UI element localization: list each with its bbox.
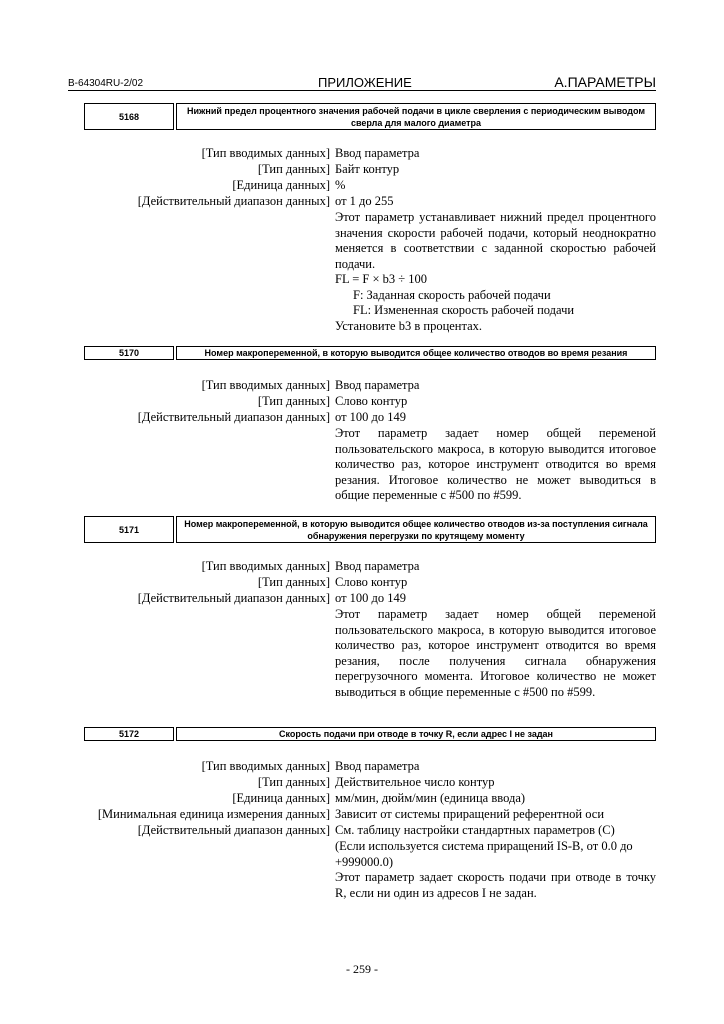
row-value: Слово контур [335,575,408,589]
param-description [335,839,656,901]
param-number: 5172 [84,727,174,741]
param-description [335,210,656,334]
note-text: Установите b3 в процентах. [335,318,483,333]
row-value: См. таблицу настройки стандартных параметров (C) [335,823,615,837]
row-label: [Тип вводимых данных] [201,378,330,392]
row-value: Ввод параметра [335,378,420,392]
row-value: мм/мин, дюйм/мин (единица ввода) [335,791,526,805]
chapter-title: А.ПАРАМЕТРЫ [554,74,656,90]
param-title: Номер макропеременной, в которую выводится общее количество отводов во время резания [176,346,656,360]
doc-code: B-64304RU-2/02 [68,78,144,89]
row-label: [Тип данных] [257,575,330,589]
param-number: 5168 [84,103,174,130]
row-value: от 100 до 149 [335,591,407,605]
param-description [335,426,656,504]
row-label: [Тип данных] [257,394,330,408]
param-title: Скорость подачи при отводе в точку R, если адрес I не задан [176,727,656,741]
row-label: [Тип вводимых данных] [201,146,330,160]
row-label: [Тип данных] [257,162,330,176]
description-text: Этот параметр задает номер общей переменой пользовательского макроса, в которую выводится итоговое количество раз, которое инструмент отводится во время резания. Итоговое количество не может выводиться в общие переменные с #500 по #599. [335,426,656,502]
row-value: от 100 до 149 [335,410,407,424]
row-label: [Действительный диапазон данных] [137,410,330,424]
param-number: 5171 [84,516,174,543]
page-number: - 259 - [346,962,378,976]
row-label: [Действительный диапазон данных] [137,823,330,837]
row-value: Байт контур [335,162,400,176]
row-label: [Тип вводимых данных] [201,759,330,773]
row-value: Слово контур [335,394,408,408]
row-label: [Единица данных] [232,791,330,805]
row-label: [Действительный диапазон данных] [137,194,330,208]
row-label: [Действительный диапазон данных] [137,591,330,605]
row-value: Действительное число контур [335,775,495,789]
row-label: [Минимальная единица измерения данных] [97,807,330,821]
description-text: Этот параметр устанавливает нижний предел процентного значения скорости рабочей подачи, который неоднократно меняется в соответствии с заданной скоростью рабочей подачи. [335,210,656,271]
page-header [68,74,656,91]
row-label: [Единица данных] [232,178,330,192]
row-label: [Тип данных] [257,775,330,789]
row-value: от 1 до 255 [335,194,394,208]
row-value: % [335,178,346,192]
row-value: Зависит от системы приращений референтной оси [335,807,605,821]
section-title: ПРИЛОЖЕНИЕ [318,75,412,90]
param-title: Номер макропеременной, в которую выводится общее количество отводов из-за поступления сигнала обнаружения перегрузки по крутящему моменту [176,516,656,543]
param-number: 5170 [84,346,174,360]
range-note: (Если используется система приращений IS-B, от 0.0 до +999000.0) [335,839,633,869]
legend-line: FL: Измененная скорость рабочей подачи [353,303,575,317]
row-label: [Тип вводимых данных] [201,559,330,573]
param-title: Нижний предел процентного значения рабочей подачи в цикле сверления с периодическим выводом сверла для малого диаметра [176,103,656,130]
description-text: Этот параметр задает скорость подачи при отводе в точку R, если ни один из адресов I не задан. [335,870,656,900]
formula: FL = F × b3 ÷ 100 [335,272,428,286]
row-value: Ввод параметра [335,759,420,773]
param-description [335,607,656,700]
row-value: Ввод параметра [335,146,420,160]
legend-line: F: Заданная скорость рабочей подачи [353,287,551,302]
row-value: Ввод параметра [335,559,420,573]
description-text: Этот параметр задает номер общей переменой пользовательского макроса, в которую выводится итоговое количество раз, которое инструмент отводится во время резания, после получения сигнала обнаружения перегрузочного момента. Итоговое количество не может выводиться в общие переменные с #500 по #599. [335,607,656,699]
